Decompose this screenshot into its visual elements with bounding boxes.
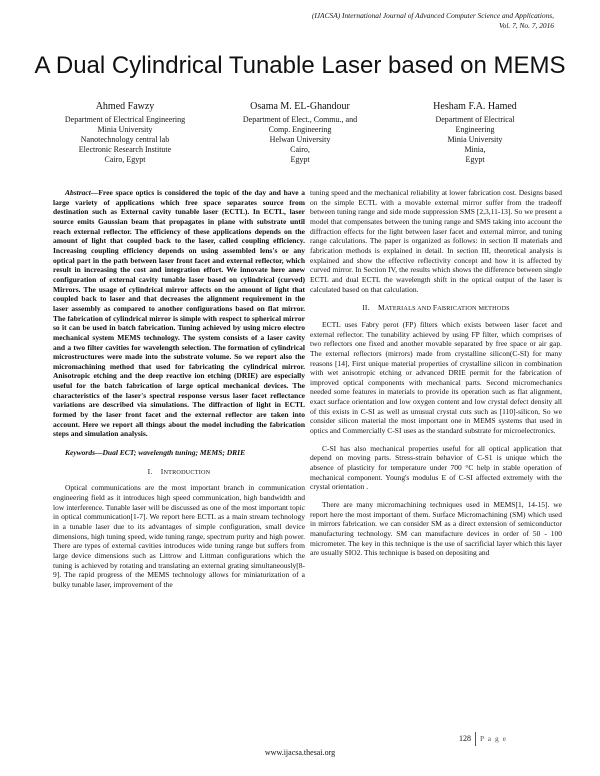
author-2 xyxy=(215,100,385,165)
author-affiliation: Department of Electrical xyxy=(435,115,515,124)
paragraph: tuning speed and the mechanical reliability at lower fabrication cost. Designs based on the simple ECTL with a movable external mirror suffer from the tradeoff between tuning range and side mode suppression SMS [2,3,11-13]. So we present a model that compensates between the tuning range and SMS taking into account the diffraction effects for the light between laser facet and external mirror, and tuning range calculations. The paper is organized as follows: in section II materials and fabrication methods is explained in detail. In section III, theoretical analysis is explained and show the effective reflectivity concept and how it is affected by curved mirror. In Section IV, the results which shows the difference between single ECTL and dual ECTL the wavelength shift in the optical output of the laser is calculated based on that calculation. xyxy=(310,188,562,294)
author-affiliation: Egypt xyxy=(290,155,310,164)
author-affiliation: Cairo, xyxy=(290,145,310,154)
author-name: Osama M. EL-Ghandour xyxy=(250,101,350,112)
abstract-lead: Abstract xyxy=(65,188,91,197)
journal-url: www.ijacsa.thesai.org xyxy=(264,748,336,757)
author-affiliation: Department of Elect., Commu., and xyxy=(242,115,358,124)
page-label: P a g e xyxy=(480,734,507,743)
keywords-lead: Keywords xyxy=(65,448,95,458)
paragraph: ECTL uses Fabry perot (FP) filters which exists between laser facet and external reflector. The tunability achieved by using FP filter, which comprises of two reflectors one fixed and another movable separated by free space or air gap. The external reflectors (mirrors) made from crystalline silicon(C-SI) for many reasons [14], First unique material properties of crystalline silicon in combination with wet anisotropic etching or advanced DRIE permit for the fabrication of improved optical components with mechanical parts. Second micromechanics needed some features in materials to provide its operation such as flat alignment, exact surface orientation and low oxygen content and low crystal defect density all of this exists in C-SI as well as unusual crystal cuts such as [110]-silicon, So we consider silicon material the most important one in MEMS systems that used in optics and Commercially C-SI uses as the standard substrate for microelectronics. xyxy=(310,319,562,436)
author-affiliation: Electronic Research Institute xyxy=(78,145,172,154)
paper-title: A Dual Cylindrical Tunable Laser based on MEMS xyxy=(34,52,566,79)
author-1 xyxy=(40,100,210,165)
author-affiliation: Engineering xyxy=(455,125,495,134)
page-number: 128 xyxy=(459,734,471,743)
author-3 xyxy=(390,100,560,165)
left-column xyxy=(53,188,305,590)
section-heading-introduction: I. INTRODUCTION xyxy=(147,466,211,476)
keywords-text: Dual ECT; wavelength tuning; MEMS; DRIE xyxy=(102,448,246,458)
paragraph: Optical communications are the most important branch in communication engineering field as it introduces high speed communication, high bandwidth and low interference. Tunable laser will be discussed as one of the most important topic in optical communication[1-7]. We report here ECTL as a main stream technology in a tunable laser due to its advantages of simple configuration, small device dimensions, high tuning speed, wide tuning range, spectrum purity and high power. There are types of external cavities introduces wide tuning range but suffers from large device dimensions such as Littrow and Littman configurations which the tuning is achieved by rotating and translating an external grating simultaneously[8-9]. The rapid progress of the MEMS technology allows for miniaturization of a bulky tunable laser, improvement of the xyxy=(53,483,305,589)
section-heading-materials: II. MATERIALS AND FABRICATION METHODS xyxy=(362,303,510,313)
journal-volume: Vol. 7, No. 7, 2016 xyxy=(498,21,554,30)
author-affiliation: Egypt xyxy=(465,155,485,164)
journal-header xyxy=(234,11,554,31)
author-affiliation: Nanotechnology central lab xyxy=(80,135,170,144)
author-affiliation: Helwan University xyxy=(269,135,331,144)
journal-name: (IJACSA) International Journal of Advanced Computer Science and Applications, xyxy=(311,11,554,20)
author-affiliation: Minia University xyxy=(97,125,153,134)
paragraph: There are many micromachining techniques used in MEMS[1, 14-15]. we report here the most important of them. Surface Micromachining (SM) which used in mirrors fabrication. we can consider SM as a direct extension of semiconductor manufacturing technology. SM can manufacture devices in order of 50 - 100 micrometer. The key in this technique is the use of sacrificial layer which this layer are usually SIO2. This technique is based on depositing and xyxy=(310,500,562,558)
author-affiliation: Department of Electrical Engineering xyxy=(64,115,186,124)
author-affiliation: Minia, xyxy=(464,145,486,154)
abstract-text: Free space optics is considered the topic of the day and have a large variety of applications which free space separates source from destination such as External cavity tunable laser (ECTL). In ECTL, laser source emits Gaussian beam that propagates in plane with substrate until reach external reflector. The efficiency of these applications depends on the amount of light that coupled back to the laser, called coupling efficiency. Increasing coupling efficiency depends on using assembled lens's or any optical part in the path between laser front facet and external reflector, which result in increasing the cost and integration effort. We innovate here anew configuration of external cavity tunable laser based on cylindrical (curved) Mirrors. The usage of cylindrical mirror affects on the amount of light that coupled back to laser and that decreases the alignment requirement in the laser assembly as compared to another configurations based on flat mirror. The fabrication of cylindrical mirror is simple with respect to spherical mirror so it can be used in batch fabrication. Tuning achieved by using micro electro mechanical system MEMS technology. The system consists of a laser cavity and a two filter cavities for wavelength selection. The formation of cylindrical microstructures were made into the substrate volume. So we report also the micromachining method that used for fabricating the cylindrical mirror. Anisotropic etching and the deep reactive ion etching (DRIE) are especially useful for the batch fabrication of large optical mechanical devices. The characteristics of the laser's spectral response versus laser facet reflectance variations are described via simulations. The diffraction of light in ECTL formed by the laser front facet and the external reflector are taken into account. Here we report all things about the model including the fabrication steps and simulation analysis. xyxy=(53,188,305,439)
author-affiliation: Minia University xyxy=(447,135,503,144)
abstract: Abstract—Free space optics is considered the topic of the day and have a large variety of applications which free space separates source from destination such as External cavity tunable laser (ECTL). In ECTL, laser source emits Gaussian beam that propagates in plane with substrate until reach external reflector. The efficiency of these applications depends on the amount of light that coupled back to the laser, called coupling efficiency. Increasing coupling efficiency depends on using assembled lens's or any optical part in the path between laser front facet and external reflector, which result in increasing the cost and integration effort. We innovate here anew configuration of external cavity tunable laser based on cylindrical (curved) Mirrors. The usage of cylindrical mirror affects on the amount of light that coupled back to laser and that decreases the alignment requirement in the laser assembly as compared to another configurations based on flat mirror. The fabrication of cylindrical mirror is simple with respect to spherical mirror so it can be used in batch fabrication. Tuning achieved by using micro electro mechanical system MEMS technology. The system consists of a laser cavity and a two filter cavities for wavelength selection. The formation of cylindrical microstructures were made into the substrate volume. So we report also the micromachining method that used for fabricating the cylindrical mirror. Anisotropic etching and the deep reactive ion etching (DRIE) are especially useful for the batch fabrication of large optical mechanical devices. The characteristics of the laser's spectral response versus laser facet reflectance variations are described via simulations. The diffraction of light in ECTL formed by the laser front facet and the external reflector are taken into account. Here we report all things about the model including the fabrication steps and simulation analysis. xyxy=(53,188,305,439)
author-affiliation: Comp. Engineering xyxy=(268,125,332,134)
author-block xyxy=(40,100,560,165)
keywords: Keywords—Dual ECT; wavelength tuning; MEMS; DRIE xyxy=(65,448,246,458)
right-column xyxy=(310,188,562,558)
paragraph: C-SI has also mechanical properties useful for all optical application that depend on moving parts. Stress-strain behavior of C-S1 is unique which the absence of plasticity for temperature under 700 °C help in stable operation of mechanical component. Young's modulus E of C-SI affected extremely with the crystal orientation . xyxy=(310,443,562,492)
footer-divider xyxy=(475,732,476,746)
author-name: Hesham F.A. Hamed xyxy=(433,101,517,112)
author-affiliation: Cairo, Egypt xyxy=(104,155,146,164)
author-name: Ahmed Fawzy xyxy=(95,101,155,112)
